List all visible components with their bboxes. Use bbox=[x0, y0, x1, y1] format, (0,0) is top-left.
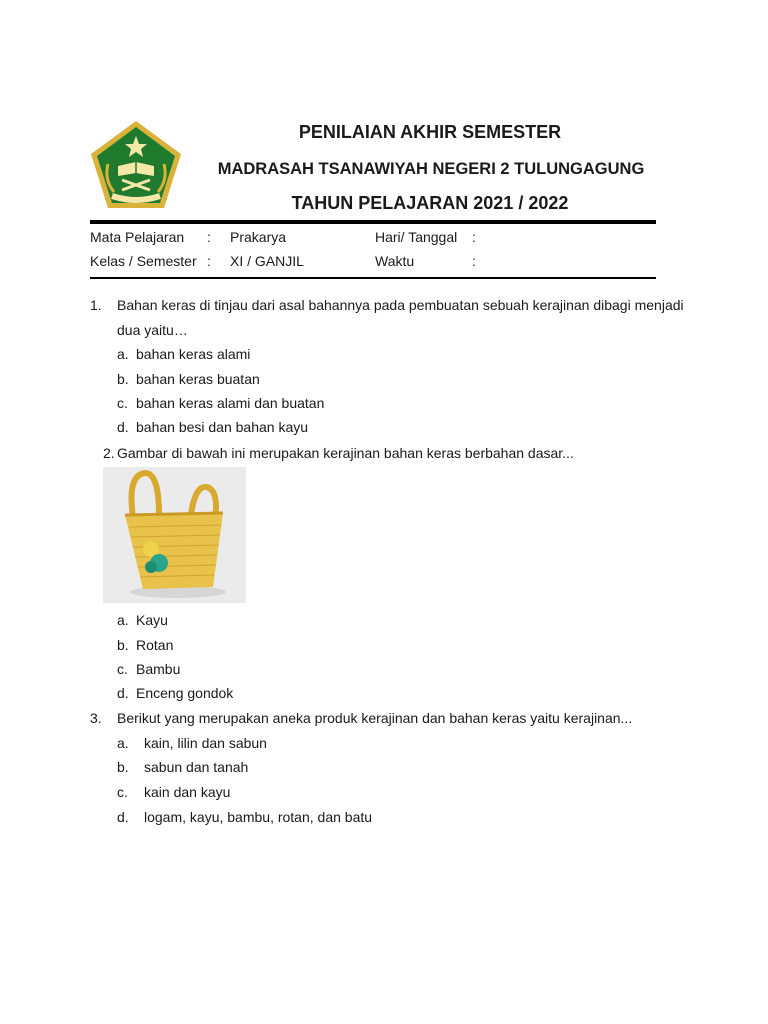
option-text: logam, kayu, bambu, rotan, dan batu bbox=[144, 809, 373, 825]
option-text: Kayu bbox=[136, 612, 168, 628]
question-1-text: Bahan keras di tinjau dari asal bahannya pada pembuatan sebuah kerajinan dibagi menjadi bbox=[117, 297, 684, 313]
option-letter: d. bbox=[117, 685, 129, 701]
subject-value: Prakarya bbox=[230, 229, 287, 245]
ministry-logo bbox=[88, 118, 184, 214]
question-3-text: Berikut yang merupakan aneka produk kerajinan dan bahan keras yaitu kerajinan... bbox=[117, 710, 633, 726]
class-colon: : bbox=[207, 253, 211, 269]
option-letter: b. bbox=[117, 759, 129, 775]
option-text: bahan besi dan bahan kayu bbox=[136, 419, 309, 435]
option-letter: c. bbox=[117, 661, 128, 677]
option-text: Enceng gondok bbox=[136, 685, 234, 701]
option-letter: a. bbox=[117, 735, 129, 751]
option-letter: c. bbox=[117, 784, 128, 800]
option-text: bahan keras alami dan buatan bbox=[136, 395, 325, 411]
option-letter: b. bbox=[117, 371, 129, 387]
option-letter: b. bbox=[117, 637, 129, 653]
question-2-text: Gambar di bawah ini merupakan kerajinan bahan keras berbahan dasar... bbox=[117, 445, 574, 461]
school-name: MADRASAH TSANAWIYAH NEGERI 2 TULUNGAGUNG bbox=[217, 160, 645, 178]
question-1-number: 1. bbox=[90, 297, 102, 313]
option-text: sabun dan tanah bbox=[144, 759, 249, 775]
option-letter: d. bbox=[117, 809, 129, 825]
question-2-number: 2. bbox=[103, 445, 115, 461]
option-text: kain, lilin dan sabun bbox=[144, 735, 267, 751]
option-text: Rotan bbox=[136, 637, 174, 653]
class-label: Kelas / Semester bbox=[90, 253, 197, 269]
day-label: Hari/ Tanggal bbox=[375, 229, 458, 245]
header-divider bbox=[90, 220, 656, 224]
option-letter: c. bbox=[117, 395, 128, 411]
subject-colon: : bbox=[207, 229, 211, 245]
academic-year: TAHUN PELAJARAN 2021 / 2022 bbox=[291, 193, 569, 213]
time-label: Waktu bbox=[375, 253, 415, 269]
question-1-text-cont: dua yaitu… bbox=[117, 322, 188, 338]
option-text: kain dan kayu bbox=[144, 784, 231, 800]
option-text: bahan keras buatan bbox=[136, 371, 260, 387]
option-text: bahan keras alami bbox=[136, 346, 251, 362]
info-divider bbox=[90, 277, 656, 279]
class-value: XI / GANJIL bbox=[230, 253, 304, 269]
option-letter: a. bbox=[117, 612, 129, 628]
rattan-basket-photo bbox=[103, 467, 246, 603]
option-letter: a. bbox=[117, 346, 129, 362]
time-colon: : bbox=[472, 253, 476, 269]
subject-label: Mata Pelajaran bbox=[90, 229, 185, 245]
question-3-number: 3. bbox=[90, 710, 102, 726]
day-colon: : bbox=[472, 229, 476, 245]
option-text: Bambu bbox=[136, 661, 181, 677]
option-letter: d. bbox=[117, 419, 129, 435]
exam-title: PENILAIAN AKHIR SEMESTER bbox=[298, 122, 562, 142]
